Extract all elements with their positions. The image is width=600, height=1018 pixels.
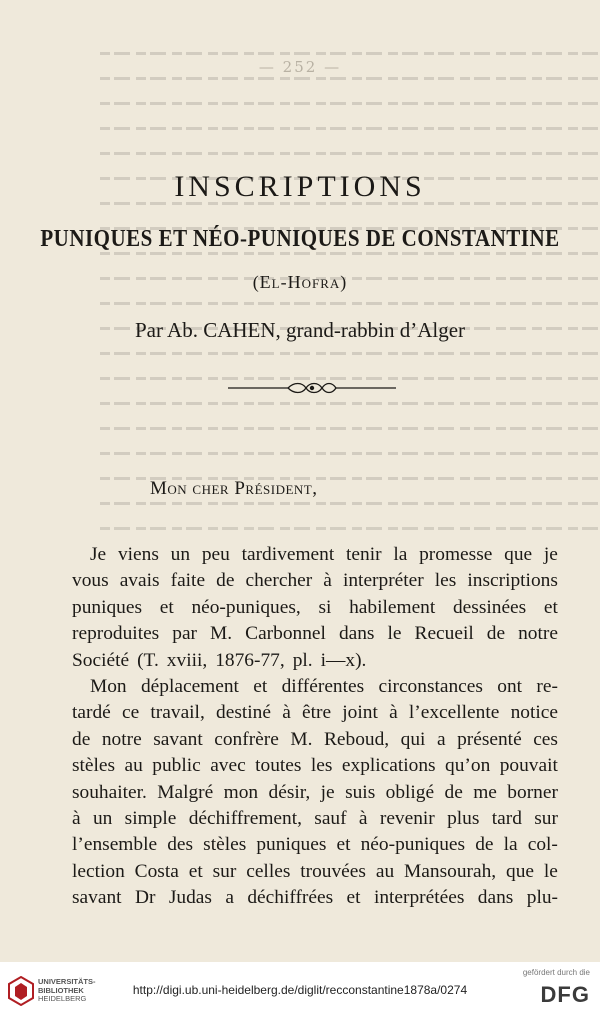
text-line: vous avais faite de chercher à interpréter les inscriptions — [72, 570, 558, 592]
author-byline: Par Ab. CAHEN, grand-rabbin d’Alger — [134, 318, 466, 342]
viewer-footer — [0, 962, 600, 1018]
ornament-rule-icon — [228, 378, 396, 398]
text-line: reproduites par M. Carbonnel dans le Recueil de notre — [72, 623, 558, 645]
page-subtitle: PUNIQUES ET NÉO-PUNIQUES DE CONSTANTINE — [40, 224, 560, 252]
body-text — [72, 542, 558, 911]
text-line: stèles au public avec toutes les explications qu’on pouvait — [72, 755, 558, 777]
salutation: Mon cher Président, — [150, 478, 318, 499]
text-line: Société (T. xviii, 1876-77, pl. i—x). — [72, 649, 367, 671]
place-name: (El-Hofra) — [252, 272, 348, 292]
library-name: UNIVERSITÄTS- BIBLIOTHEK HEIDELBERG — [38, 977, 96, 1003]
text-line: de notre savant confrère M. Reboud, qui a présenté ces — [72, 728, 558, 750]
text-line: tardé ce travail, destiné à être joint à l’excellente notice — [72, 702, 558, 724]
dfg-logo[interactable]: DFG — [540, 982, 590, 1007]
running-head: — 252 — — [258, 58, 342, 76]
page-title: INSCRIPTIONS — [174, 170, 426, 203]
text-line: puniques et néo-puniques, si habilement dessinées et — [72, 596, 558, 618]
text-line: souhaiter. Malgré mon désir, je suis obligé de me borner — [72, 781, 558, 803]
permalink-url[interactable]: http://digi.ub.uni-heidelberg.de/diglit/recconstantine1878a/0274 — [132, 983, 468, 997]
text-line: à un simple déchiffrement, sauf à revenir plus tard sur — [72, 807, 558, 829]
text-line: Je viens un peu tardivement tenir la promesse que je — [90, 544, 558, 565]
text-line: savant Dr Judas a déchiffrées et interprétées dans plu- — [72, 887, 558, 909]
text-line: Mon déplacement et différentes circonstances ont re- — [90, 675, 558, 697]
text-line: lection Costa et sur celles trouvées au Mansourah, que le — [72, 860, 558, 882]
funding-note: gefördert durch die — [522, 968, 590, 977]
text-line: l’ensemble des stèles puniques et néo-puniques de la col- — [72, 834, 558, 856]
